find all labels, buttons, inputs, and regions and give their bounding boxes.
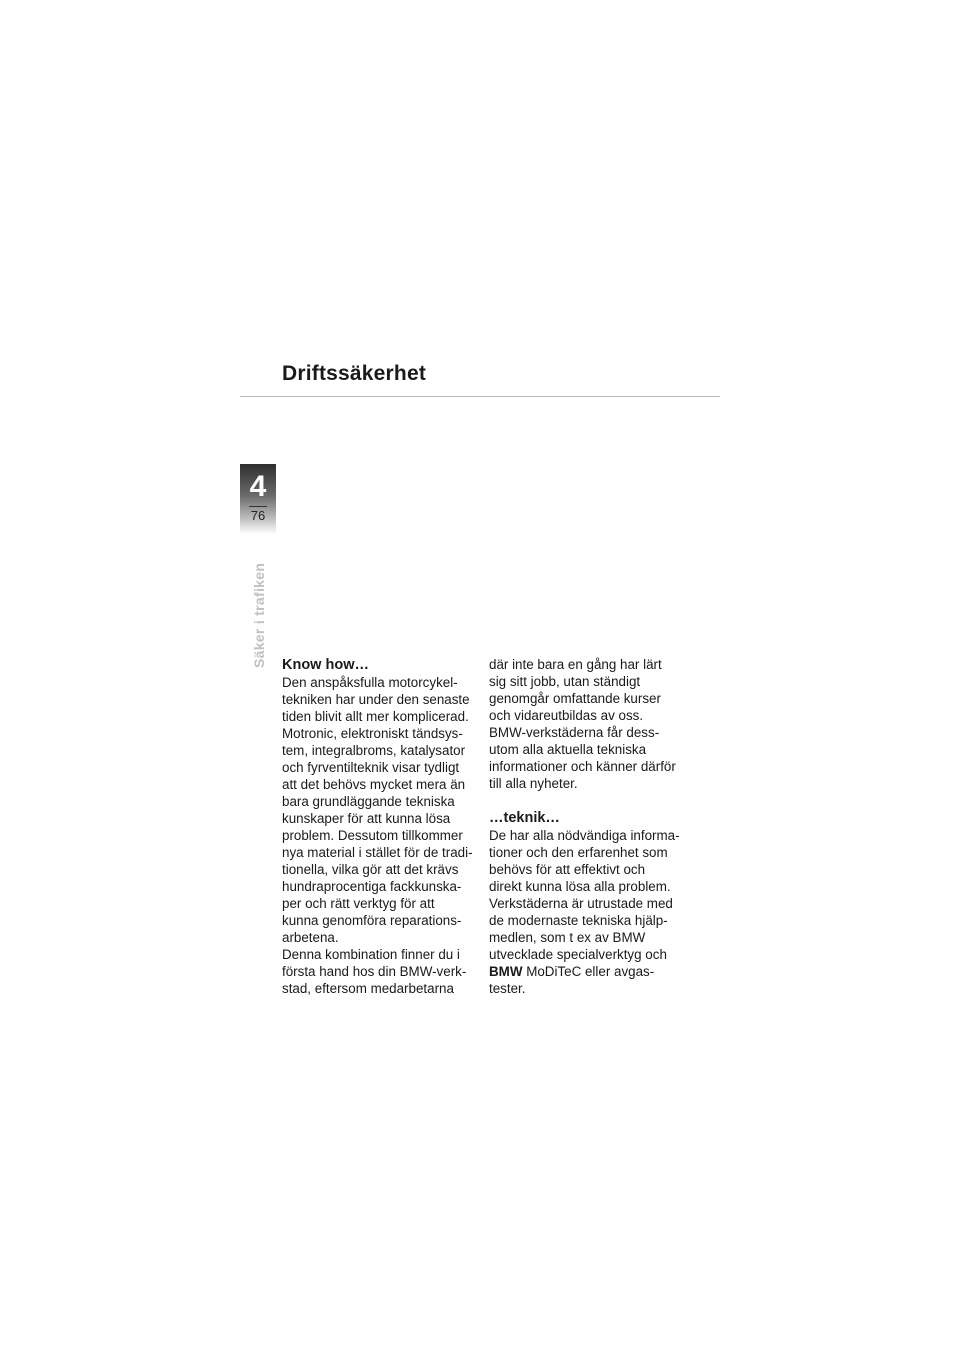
right-column-text-top (489, 656, 701, 792)
body-line: kunna genomföra reparations- (282, 913, 462, 928)
body-line: tekniken har under den senaste (282, 692, 470, 707)
body-line: bara grundläggande tekniska (282, 794, 455, 809)
body-line: och vidareutbildas av oss. (489, 708, 644, 723)
know-how-heading: Know how… (282, 657, 369, 673)
body-line: problem. Dessutom tillkommer (282, 828, 463, 843)
body-line: tem, integralbroms, katalysator (282, 743, 466, 758)
body-line: arbetena. (282, 930, 339, 945)
body-line: stad, eftersom medarbetarna (282, 981, 454, 996)
body-line: Motronic, elektroniskt tändsys- (282, 726, 463, 741)
body-line: tester. (489, 981, 526, 996)
body-line: de modernaste tekniska hjälp- (489, 913, 668, 928)
chapter-divider (249, 506, 267, 507)
body-line: medlen, som t ex av BMW (489, 930, 646, 945)
page-title: Driftssäkerhet (282, 362, 427, 385)
left-column (282, 656, 494, 997)
body-line: där inte bara en gång har lärt (489, 657, 662, 672)
body-line: utom alla aktuella tekniska (489, 742, 647, 757)
body-line: och fyrventilteknik visar tydligt (282, 760, 460, 775)
body-line: att det behövs mycket mera än (282, 777, 466, 792)
body-line: sig sitt jobb, utan ständigt (489, 674, 641, 689)
right-column (489, 656, 701, 997)
body-line: nya material i stället för de tradi- (282, 845, 473, 860)
body-line: informationer och känner därför (489, 759, 676, 774)
body-line: per och rätt verktyg för att (282, 896, 435, 911)
brand-bmw: BMW (489, 964, 523, 979)
body-line: hundraprocentiga fackkunska- (282, 879, 462, 894)
body-line: tiden blivit allt mer komplicerad. (282, 709, 469, 724)
body-line: utvecklade specialverktyg och (489, 947, 667, 962)
body-line: tionella, vilka gör att det krävs (282, 862, 459, 877)
brand-line-rest: MoDiTeC eller avgas- (522, 964, 655, 979)
paragraph-gap (489, 792, 701, 809)
body-line: Denna kombination finner du i (282, 947, 460, 962)
body-line: till alla nyheter. (489, 776, 578, 791)
body-line: första hand hos din BMW-verk- (282, 964, 467, 979)
body-line: tioner och den erfarenhet som (489, 845, 668, 860)
body-line: direkt kunna lösa alla problem. (489, 879, 671, 894)
section-label: Säker i trafiken (251, 562, 267, 668)
body-line: behövs för att effektivt och (489, 862, 646, 877)
body-line: Den anspåksfulla motorcykel- (282, 675, 458, 690)
teknik-heading: …teknik… (489, 810, 560, 826)
body-line: kunskaper för att kunna lösa (282, 811, 451, 826)
chapter-number: 4 (249, 470, 267, 503)
body-line: Verkstäderna är utrustade med (489, 896, 673, 911)
body-line: BMW-verkstäderna får dess- (489, 725, 660, 740)
right-column-text-bottom (489, 827, 701, 963)
body-line: De har alla nödvändiga informa- (489, 828, 680, 843)
chapter-tab (240, 464, 276, 534)
title-divider (240, 396, 720, 397)
body-line: genomgår omfattande kurser (489, 691, 661, 706)
left-column-text (282, 674, 494, 997)
brand-line (489, 963, 701, 980)
page-number: 76 (250, 508, 266, 523)
